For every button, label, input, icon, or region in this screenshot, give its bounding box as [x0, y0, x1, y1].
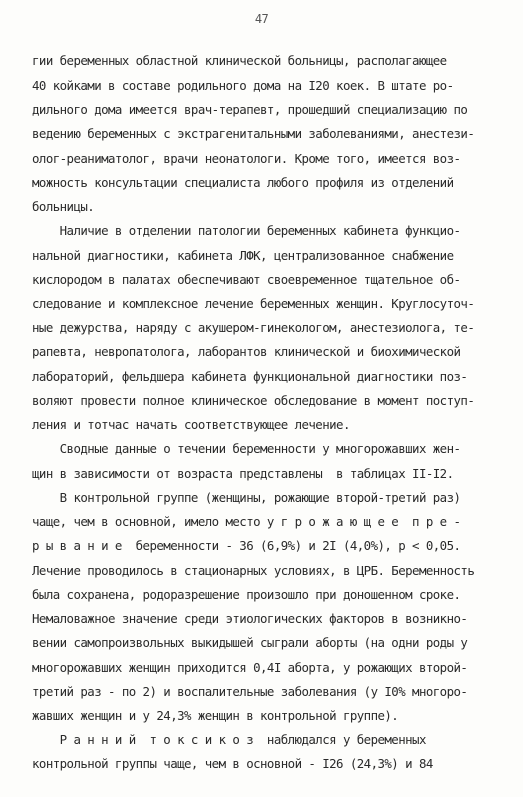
text-line: контрольной группы чаще, чем в основной - I26 (24,3%) и 84 — [32, 756, 433, 771]
text-line: кислородом в палатах обеспечивают своевременное тщательное об- — [32, 272, 461, 287]
text-line: гии беременных областной клинической больницы, располагающее — [32, 53, 447, 68]
text-line: ления и тотчас начать соответствующее лечение. — [32, 417, 350, 432]
text-line: ведению беременных с экстрагенитальными заболеваниями, анестези- — [32, 126, 475, 141]
text-line: вении самопроизвольных выкидышей сыграли аборты (на одни роды у — [32, 635, 468, 650]
page-number: 47 — [254, 12, 269, 26]
text-line: следование и комплексное лечение беременных женщин. Круглосуточ- — [32, 296, 475, 311]
text-line: жавших женщин и у 24,3% женщин в контрольной группе). — [32, 708, 399, 723]
text-line: третий раз - по 2) и воспалительные заболевания (у I0% многоро- — [32, 684, 468, 699]
text-line: была сохранена, родоразрешение произошло при доношенном сроке. — [32, 587, 461, 602]
text-line: можность консультации специалиста любого профиля из отделений — [32, 175, 454, 190]
text-line: нальной диагностики, кабинета ЛФК, централизованное снабжение — [32, 248, 454, 263]
text-line: чаще, чем в основной, имело место у г р о ж а ю щ е е п р е - — [32, 514, 461, 529]
text-line: р ы в а н и е беременности - 36 (6,9%) и 2I (4,0%), p < 0,05. — [32, 538, 461, 553]
text-line: рапевта, невропатолога, лаборантов клинической и биохимической — [32, 344, 461, 359]
text-line: щин в зависимости от возраста представлены в таблицах II-I2. — [32, 466, 454, 481]
text-line: ные дежурства, наряду с акушером-гинекологом, анестезиолога, те- — [32, 320, 475, 335]
text-line: дильного дома имеется врач-терапевт, прошедший специализацию по — [32, 102, 468, 117]
text-line: больницы. — [32, 199, 95, 214]
text-line: Лечение проводилось в стационарных условиях, в ЦРБ. Беременность — [32, 563, 475, 578]
text-line: лабораторий, фельдшера кабинета функциональной диагностики поз- — [32, 369, 468, 384]
text-line: воляют провести полное клиническое обследование в момент поступ- — [32, 393, 475, 408]
text-line: Немаловажное значение среди этиологических факторов в возникно- — [32, 611, 468, 626]
text-line: многорожавших женщин приходится 0,4I аборта, у рожающих второй- — [32, 660, 468, 675]
text-line: В контрольной группе (женщины, рожающие второй-третий раз) — [32, 490, 461, 505]
text-line: Наличие в отделении патологии беременных кабинета функцио- — [32, 223, 461, 238]
text-line: Р а н н и й т о к с и к о з наблюдался у беременных — [32, 732, 426, 747]
text-line: Сводные данные о течении беременности у многорожавших жен- — [32, 441, 461, 456]
text-line: 40 койками в составе родильного дома на I20 коек. В штате ро- — [32, 78, 454, 93]
text-line: олог-реаниматолог, врачи неонатологи. Кроме того, имеется воз- — [32, 151, 461, 166]
